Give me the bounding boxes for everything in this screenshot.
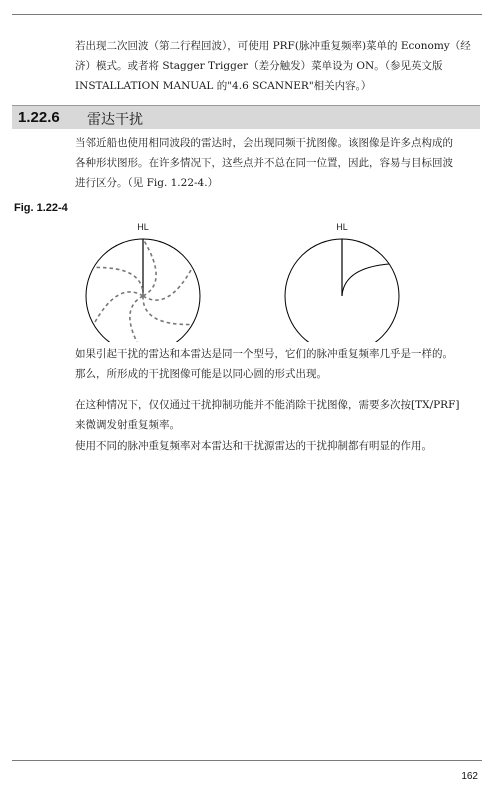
top-rule (12, 14, 482, 15)
heading-line-label: HL (137, 222, 149, 232)
radar-screen-single (277, 236, 407, 342)
section-heading (12, 105, 480, 129)
section-number: 1.22.6 (18, 109, 60, 126)
interference-dashed-arm (94, 267, 143, 296)
heading-line-label: HL (336, 222, 348, 232)
after-paragraph-1: 如果引起干扰的雷达和本雷达是同一个型号，它们的脉冲重复频率几乎是一样的。 那么，所形成的干扰图像可能是以同心圆的形式出现。 (75, 348, 453, 380)
radar-display-single (277, 222, 407, 342)
interference-dashed-arm (143, 268, 192, 301)
interference-dashed-arm (143, 239, 156, 296)
page-number: 162 (461, 771, 478, 782)
after-paragraph-3: 使用不同的脉冲重复频率对本雷达和干扰源雷达的干扰抑制都有明显的作用。 (75, 440, 432, 452)
intro-paragraph: 若出现二次回波（第二行程回波），可使用 PRF(脉冲重复频率)菜单的 Economy（经 济）模式。或者将 Stagger Trigger（差分触发）菜单设为 ON。（参见英文版 INSTALLATION MANUAL 的"4.6 SCANNER"相关内容。） (75, 40, 471, 92)
interference-dashed-arm (94, 292, 143, 325)
section-title: 雷达干扰 (87, 112, 143, 128)
bottom-rule (12, 760, 482, 761)
after-paragraph-2: 在这种情况下，仅仅通过干扰抑制功能并不能消除干扰图像，需要多次按[TX/PRF] 来微调发射重复频率。 (75, 399, 460, 431)
section-paragraph: 当邻近船也使用相同波段的雷达时，会出现同频干扰图像。该图像是许多点构成的 各种形状图形。在许多情况下，这些点并不总在同一位置，因此，容易与目标回波 进行区分。（见 Fig. 1.22-4.） (75, 137, 453, 189)
interference-dashed-arm (143, 296, 192, 325)
interference-arc (342, 264, 389, 296)
radar-display-spiral (78, 222, 208, 342)
interference-dashed-arm (130, 296, 143, 342)
figure-label: Fig. 1.22-4 (14, 202, 68, 214)
radar-screen-spiral (78, 236, 208, 342)
